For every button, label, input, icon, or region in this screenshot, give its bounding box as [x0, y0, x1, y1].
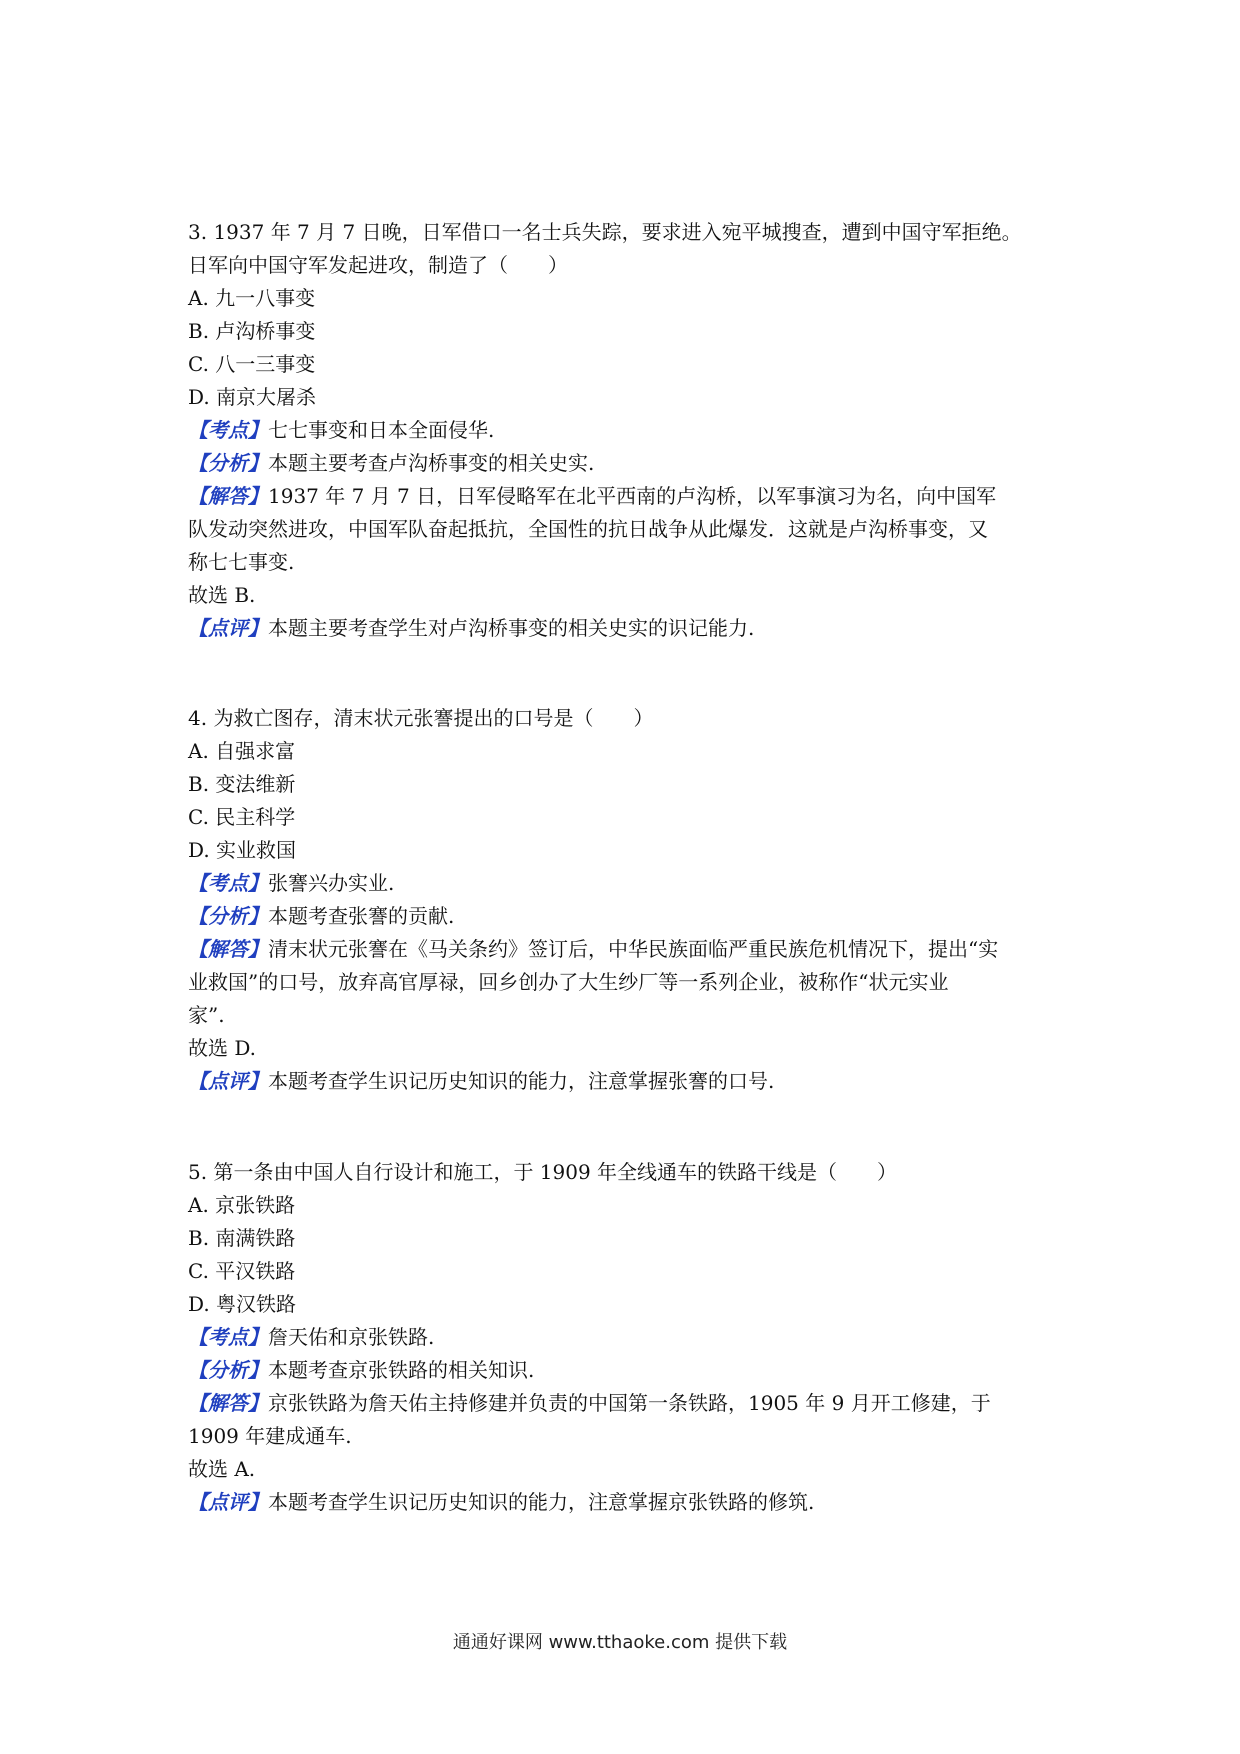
kaodian-tag: 【考点】 — [188, 871, 268, 895]
option-b: B. 南满铁路 — [188, 1226, 296, 1250]
jieda-tag: 【解答】 — [188, 484, 268, 508]
option-a: A. 京张铁路 — [188, 1193, 296, 1217]
kaodian-line — [188, 414, 1068, 447]
option-a: A. 自强求富 — [188, 739, 296, 763]
option-d: D. 南京大屠杀 — [188, 385, 317, 409]
dianping-tag: 【点评】 — [188, 1490, 268, 1514]
jieda-text: 清末状元张謇在《马关条约》签订后，中华民族面临严重民族危机情况下，提出“实 — [268, 937, 999, 961]
answer-line: 故选 D. — [188, 1036, 257, 1060]
jieda-line — [188, 1387, 1068, 1420]
answer-line: 故选 A. — [188, 1457, 256, 1481]
jieda-continuation: 家”. — [188, 1003, 225, 1027]
fenxi-tag: 【分析】 — [188, 451, 268, 475]
option-b: B. 卢沟桥事变 — [188, 319, 316, 343]
question-stem-line: 3. 1937 年 7 月 7 日晚，日军借口一名士兵失踪，要求进入宛平城搜查，遭到中国守军拒绝。 — [188, 220, 1022, 244]
page-footer: 通通好课网 www.tthaoke.com 提供下载 — [452, 1632, 788, 1653]
dianping-tag: 【点评】 — [188, 616, 268, 640]
question-stem-line: 日军向中国守军发起进攻，制造了（ ） — [188, 253, 568, 277]
dianping-line — [188, 1486, 1068, 1519]
answer-line: 故选 B. — [188, 583, 256, 607]
option-c: C. 平汉铁路 — [188, 1259, 296, 1283]
kaodian-text: 张謇兴办实业. — [268, 871, 395, 895]
fenxi-tag: 【分析】 — [188, 904, 268, 928]
jieda-line — [188, 933, 1068, 966]
kaodian-text: 詹天佑和京张铁路. — [268, 1325, 435, 1349]
question-stem-line: 4. 为救亡图存，清末状元张謇提出的口号是（ ） — [188, 706, 654, 730]
option-a: A. 九一八事变 — [188, 286, 316, 310]
kaodian-line — [188, 867, 1068, 900]
dianping-line — [188, 612, 1068, 645]
jieda-text: 1937 年 7 月 7 日，日军侵略军在北平西南的卢沟桥，以军事演习为名，向中国军 — [268, 484, 997, 508]
fenxi-text: 本题主要考查卢沟桥事变的相关史实. — [268, 451, 595, 475]
jieda-tag: 【解答】 — [188, 1391, 268, 1415]
kaodian-tag: 【考点】 — [188, 418, 268, 442]
option-d: D. 粤汉铁路 — [188, 1292, 297, 1316]
kaodian-text: 七七事变和日本全面侵华. — [268, 418, 495, 442]
question-5 — [188, 1156, 1068, 1519]
option-b: B. 变法维新 — [188, 772, 296, 796]
jieda-line — [188, 480, 1068, 513]
kaodian-tag: 【考点】 — [188, 1325, 268, 1349]
jieda-text: 京张铁路为詹天佑主持修建并负责的中国第一条铁路，1905 年 9 月开工修建，于 — [268, 1391, 991, 1415]
fenxi-tag: 【分析】 — [188, 1358, 268, 1382]
fenxi-text: 本题考查京张铁路的相关知识. — [268, 1358, 535, 1382]
jieda-continuation: 业救国”的口号，放弃高官厚禄，回乡创办了大生纱厂等一系列企业，被称作“状元实业 — [188, 970, 949, 994]
fenxi-text: 本题考查张謇的贡献. — [268, 904, 455, 928]
fenxi-line — [188, 447, 1068, 480]
jieda-continuation: 称七七事变. — [188, 550, 295, 574]
dianping-tag: 【点评】 — [188, 1069, 268, 1093]
question-3 — [188, 216, 1068, 645]
jieda-tag: 【解答】 — [188, 937, 268, 961]
option-c: C. 民主科学 — [188, 805, 296, 829]
jieda-continuation: 1909 年建成通车. — [188, 1424, 352, 1448]
option-d: D. 实业救国 — [188, 838, 297, 862]
dianping-line — [188, 1065, 1068, 1098]
kaodian-line — [188, 1321, 1068, 1354]
fenxi-line — [188, 900, 1068, 933]
question-4 — [188, 702, 1068, 1098]
fenxi-line — [188, 1354, 1068, 1387]
dianping-text: 本题考查学生识记历史知识的能力，注意掌握张謇的口号. — [268, 1069, 775, 1093]
question-stem-line: 5. 第一条由中国人自行设计和施工，于 1909 年全线通车的铁路干线是（ ） — [188, 1160, 898, 1184]
option-c: C. 八一三事变 — [188, 352, 316, 376]
jieda-continuation: 队发动突然进攻，中国军队奋起抵抗，全国性的抗日战争从此爆发．这就是卢沟桥事变，又 — [188, 517, 988, 541]
dianping-text: 本题主要考查学生对卢沟桥事变的相关史实的识记能力. — [268, 616, 755, 640]
dianping-text: 本题考查学生识记历史知识的能力，注意掌握京张铁路的修筑. — [268, 1490, 815, 1514]
